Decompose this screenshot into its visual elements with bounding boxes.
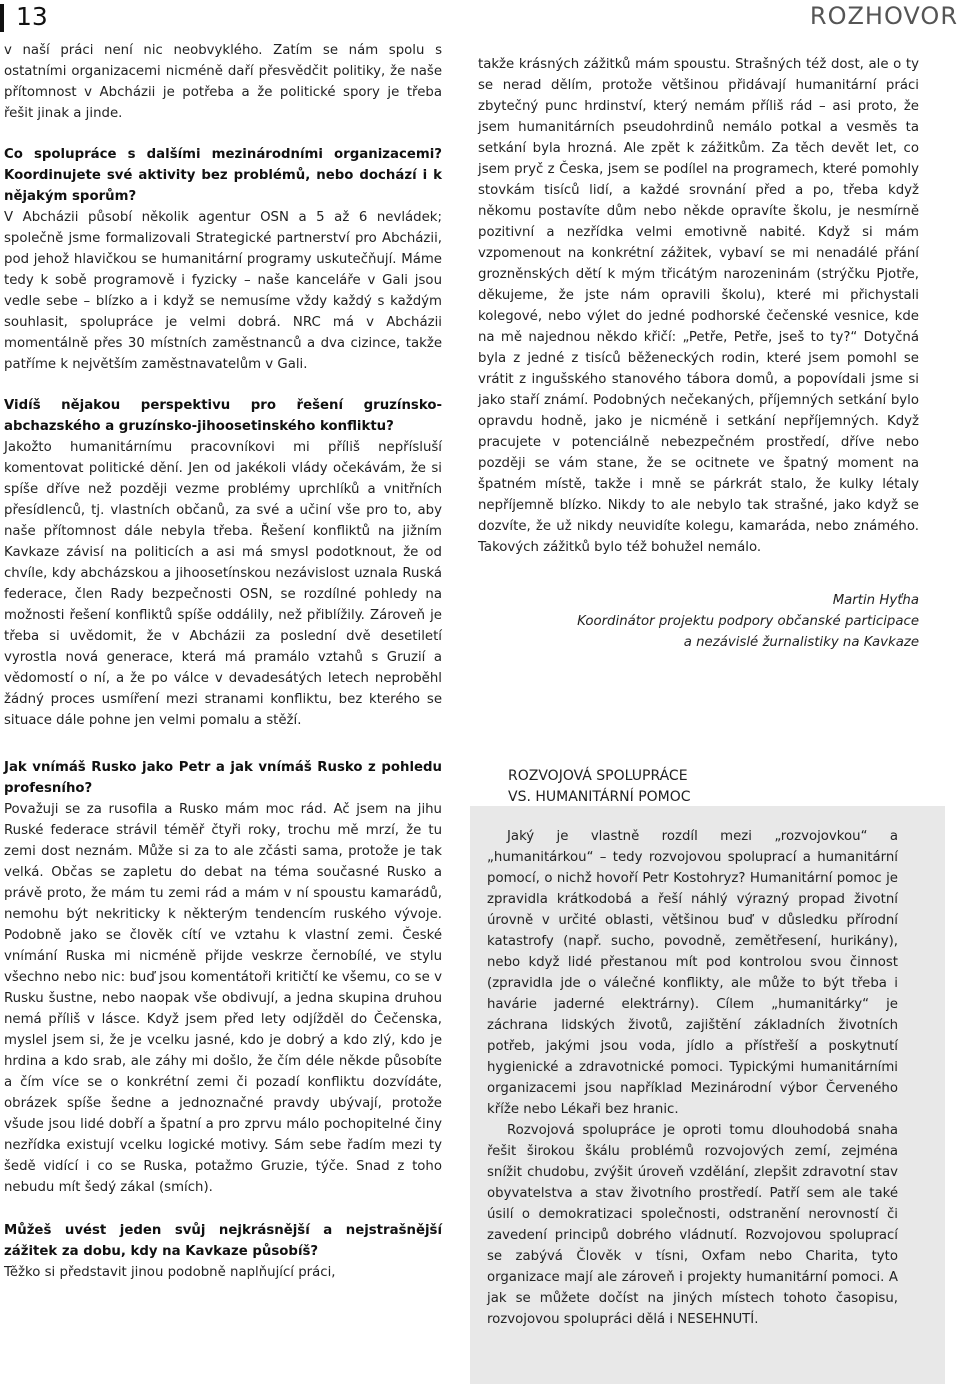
interview-answer: Těžko si představit jinou podobně naplňující práci,	[4, 1265, 336, 1280]
page-number: 13	[16, 2, 48, 31]
section-title: ROZHOVOR	[809, 2, 958, 30]
interview-question: Vidíš nějakou perspektivu pro řešení gruzínsko-abchazského a gruzínsko-jihoosetinského konfliktu?	[4, 398, 442, 434]
author-role: Koordinátor projektu podpory občanské participace	[577, 614, 919, 629]
sidebar-title	[508, 766, 808, 808]
interview-question: Můžeš uvést jeden svůj nejkrásnější a nejstrašnější zážitek za dobu, kdy na Kavkaze působíš?	[4, 1223, 442, 1259]
sidebar-title-line: VS. HUMANITÁRNÍ POMOC	[508, 789, 691, 805]
interview-answer: Jakožto humanitárnímu pracovníkovi mi příliš nepřísluší komentovat politické dění. Jen od jakékoli vlády očekávám, že si spíše dříve než později vezme problémy uprchlíků a vnitřních přesídlenců, tj. vlastních občanů, za své a učiní vše pro to, aby naše přítomnost dále nebyla třeba. Řešení konfliktů na jižním Kavkaze závisí na politicích a asi má smysl podotknout, že od chvíle, kdy abcházskou a jihoosetínskou nezávislost uznala Ruská federace, člen Rady bezpečnosti OSN, se rozdílné pohledy na možnosti řešení konfliktů spíše oddálily, než přiblížily. Zároveň je třeba si uvědomit, že v Abcházii za poslední dvě desetiletí vyrostla nová generace, která má pramálo vztahů s Gruzií a vědomostí o ní, a že po válce v devadesátých letech neproběhl žádný proces usmíření mezi stranami konfliktu, bez kterého se situace dále pohne jen velmi pomalu a stěží.	[4, 440, 442, 728]
sidebar-paragraph: Jaký je vlastně rozdíl mezi „rozvojovkou“ a „humanitárkou“ – tedy rozvojovou spoluprací a humanitární pomocí, o nichž hovoří Petr Kostohryz? Humanitární pomoc je zpravidla krátkodobá a řeší náhlý výrazný propad životní úrovně v určité oblasti, většinou buď v důsledku přírodní katastrofy (např. sucho, povodně, zemětřesení, hurikány), nebo když lidé přestanou mít pod kontrolou svou činnost (zpravidla jde o válečné konflikty, ale může to být třeba i havárie jaderné elektrárny). Cílem „humanitárky“ je záchrana lidských životů, zajištění základních životních potřeb, jakými jsou voda, jídlo a přístřeší a poskytnutí hygienické a zdravotnické pomoci. Typickými humanitárními organizacemi jsou například Mezinárodní výbor Červeného kříže nebo Lékaři bez hranic.	[487, 829, 898, 1117]
interview-question: Co spolupráce s dalšími mezinárodními organizacemi? Koordinujete své aktivity bez problémů, nebo dochází i k nějakým sporům?	[4, 147, 442, 204]
sidebar-title-line: ROZVOJOVÁ SPOLUPRÁCE	[508, 768, 688, 784]
author-role: a nezávislé žurnalistiky na Kavkaze	[683, 635, 919, 650]
header-accent-bar	[0, 4, 4, 32]
interview-question: Jak vnímáš Rusko jako Petr a jak vnímáš Rusko z pohledu profesního?	[4, 760, 442, 796]
interview-answer: V Abcházii působí několik agentur OSN a 5 až 6 nevládek; společně jsme formalizovali Strategické partnerství pro Abcházii, pod jehož hlavičkou se humanitární programy uskutečňují. Máme tedy k sobě programově i fyzicky – naše kanceláře v Gali jsou vedle sebe – blízko a i když se nemusíme vždy každý s každým souhlasit, spolupráce je velmi dobrá. NRC má v Abcházii momentálně přes 30 místních zaměstnanců a dva cizince, takže patříme k největším zaměstnavatelům v Gali.	[4, 210, 442, 372]
paragraph: v naší práci není nic neobvyklého. Zatím se nám spolu s ostatními organizacemi nicméně daří přesvědčit politiky, že naše přítomnost v Abcházii je potřeba a že politické spory je třeba řešit jinak a jinde.	[4, 43, 442, 121]
interview-answer: Považuji se za rusofila a Rusko mám moc rád. Ač jsem na jihu Ruské federace strávil téměř čtyři roky, trochu mě mrzí, že tu zemi dost neznám. Může si za to ale zčásti sama, protože je tak velká. Občas se zapletu do debat na téma současné Rusko a právě proto, že mám tu zemi rád a mám v ní spoustu kamarádů, nemohu být nekriticky k některým tendencím ruského vývoje. Podobně jako se člověk cítí ve vztahu k vlastní zemi. České vnímání Ruska mi nicméně přijde veskrze černobílé, ve stylu všechno nebo nic: buď jsou komentátoři kritičtí ke všemu, co se v Rusku šustne, nebo naopak vše obdivují, a jedna skupina druhou nemá příliš v lásce. Když jsem před lety odjížděl do Čečenska, myslel jsem si, že je vcelku jasné, kdo je dobrý a kdo zlý, kdo je hrdina a kdo srab, ale záhy mi došlo, že čím déle někde působíte a čím více se o konkrétní zemi či pozadí konfliktu dozvídáte, obrázek spíše šedne a jednoznačné pravdy ubývají, protože všude jsou lidé dobří a špatní a pro zprvu málo pochopitelné činy nezřídka existují vcelku logické motivy. Sám sebe řadím mezi ty šedě vidící i co se Ruska, potažmo Gruzie, týče. Snad z toho nebudu mít šedý zákal (smích).	[4, 802, 442, 1195]
author-name: Martin Hyťha	[832, 593, 919, 608]
paragraph: takže krásných zážitků mám spoustu. Strašných též dost, ale o ty se nerad dělím, protože většinou přidávají humanitární práci zbytečný punc hrdinství, který nemám příliš rád – asi proto, že jsem humanitárních pseudohrdinů nemálo potkal a vesměs ta setkání byla hrozná. Ale zpět k zážitkům. Za těch devět let, co jsem pryč z Česka, jsem se podílel na programech, které pomohly stovkám tisíců lidí, a každé srovnání před a po, třeba když někomu postavíte dům nebo někde opravíte školu, je nesmírně pozitivní a nezřídka velmi emotivně nabité. Když si mám vzpomenout na konkrétní zážitek, vybaví se mi nenadálé přání grozněnských dětí k mým třicátým narozeninám (strýčku Pjotře, děkujeme, že jste nám opravili školu), které mi přichystali kolegové, nebo výlet do jedné podhorské čečenské vesnice, kde na mě najednou někdo křičí: „Petře, Petře, jseš to ty?“ Dotyčná byla z jedné z tisíců běženeckých rodin, které jsem pomohl se vrátit z ingušského stanového tábora domů, a popovídali jsme si jako staří známí. Podobných nečekaných, příjemných setkání bylo opravdu hodně, jako je nicméně i setkání nepříjemných. Když pracujete v potenciálně nebezpečném prostředí, dříve nebo později se vám stane, že se ocitnete ve špatný moment na špatném místě, takže i mně se párkrát stalo, že kulky létaly nepříjemně blízko. Nikdy to ale nebylo tak strašné, jako když se dozvíte, že už nikdy neuvidíte kolegu, kamaráda, nebo známého. Takových zážitků bylo též bohužel nemálo.	[478, 57, 919, 555]
sidebar-text	[487, 826, 898, 1330]
sidebar-paragraph: Rozvojová spolupráce je oproti tomu dlouhodobá snaha řešit širokou škálu problémů rozvojových zemí, zejména snížit chudobu, zvýšit úroveň vzdělání, zlepšit zdravotní stav obyvatelstva a stav životního prostředí. Patří sem ale také úsilí o demokratizaci společnosti, odstranění nerovností či zavedení principů dobrého vládnutí. Rozvojovou spoluprací se zabývá Člověk v tísni, Oxfam nebo Charita, tyto organizace mají ale zároveň i projekty humanitární pomoci. A jak se můžete dočíst na jiných místech tohoto časopisu, rozvojovou spolupráci dělá i NESEHNUTÍ.	[487, 1123, 898, 1327]
right-column	[478, 54, 919, 653]
left-column	[4, 40, 442, 1283]
